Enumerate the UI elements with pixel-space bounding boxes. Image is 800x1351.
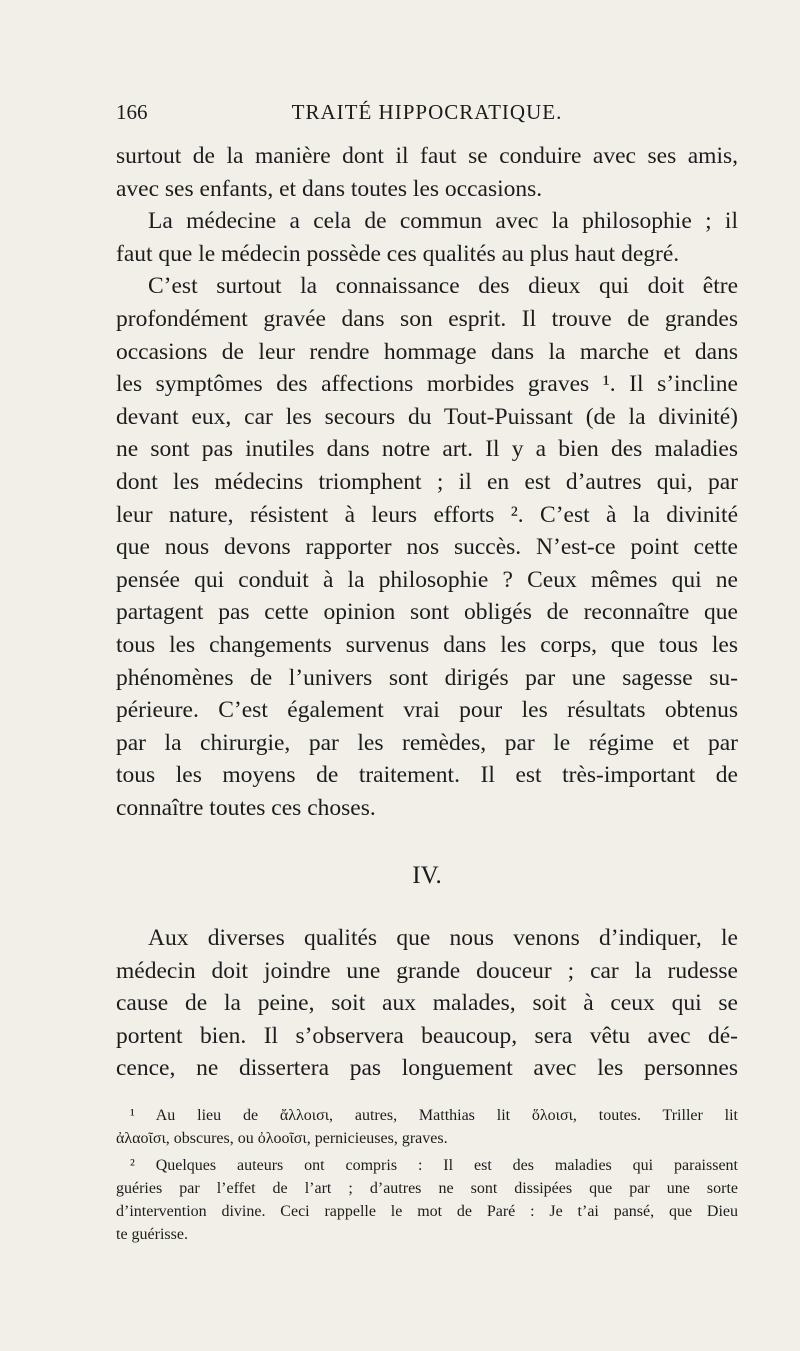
text-line: phénomènes de l’univers sont dirigés par une sagesse su- [116, 664, 738, 691]
footnotes [116, 1104, 738, 1246]
text-line: faut que le médecin possède ces qualités au plus haut degré. [116, 240, 680, 267]
text-line: tous les changements survenus dans les corps, que tous les [116, 631, 738, 658]
text-line: avec ses enfants, et dans toutes les occasions. [116, 175, 543, 202]
text-line: devant eux, car les secours du Tout-Puissant (de la divinité) [116, 403, 738, 430]
text-line: périeure. C’est également vrai pour les résultats obtenus [116, 697, 738, 724]
footnote-line: d’intervention divine. Ceci rappelle le mot de Paré : Je t’ai pansé, que Dieu [116, 1203, 738, 1220]
running-title: TRAITÉ HIPPOCRATIQUE. [291, 100, 563, 124]
text-line: connaître toutes ces choses. [116, 794, 376, 821]
text-line: partagent pas cette opinion sont obligés de reconnaître que [116, 599, 738, 626]
text-line: leur nature, résistent à leurs efforts ². C’est à la divinité [116, 501, 738, 528]
text-line: C’est surtout la connaissance des dieux qui doit être [148, 273, 738, 300]
text-line: pensée qui conduit à la philosophie ? Ceux mêmes qui ne [116, 566, 738, 593]
page-number: 166 [116, 100, 148, 124]
text-line: que nous devons rapporter nos succès. N’est-ce point cette [116, 534, 738, 561]
footnote-line: te guérisse. [116, 1226, 188, 1243]
text-line: médecin doit joindre une grande douceur ; car la rudesse [116, 957, 738, 984]
text-line: par la chirurgie, par les remèdes, par le régime et par [116, 729, 738, 756]
text-line: La médecine a cela de commun avec la philosophie ; il [148, 208, 738, 235]
main-text [116, 140, 738, 824]
section-text [116, 922, 738, 1085]
text-line: ne sont pas inutiles dans notre art. Il y a bien des maladies [116, 436, 738, 463]
text-line: cause de la peine, soit aux malades, soit à ceux qui se [116, 990, 738, 1017]
section-heading: IV. [412, 862, 442, 889]
page-header [116, 100, 738, 130]
text-line: dont les médecins triomphent ; il en est d’autres qui, par [116, 468, 738, 495]
text-line: occasions de leur rendre hommage dans la marche et dans [116, 338, 738, 365]
text-line: portent bien. Il s’observera beaucoup, sera vêtu avec dé- [116, 1022, 738, 1049]
text-line: Aux diverses qualités que nous venons d’indiquer, le [148, 925, 738, 951]
text-line: tous les moyens de traitement. Il est très-important de [116, 762, 738, 789]
footnote-line: guéries par l’effet de l’art ; d’autres ne sont dissipées que par une sorte [116, 1180, 738, 1197]
footnote-line: ἀλαοῖσι, obscures, ou ὀλοοῖσι, pernicieuses, graves. [116, 1130, 448, 1147]
footnote-line: ¹ Au lieu de ἄλλοισι, autres, Matthias lit ὅλοισι, toutes. Triller lit [130, 1107, 738, 1124]
text-line: surtout de la manière dont il faut se conduire avec ses amis, [116, 143, 738, 169]
text-line: les symptômes des affections morbides graves ¹. Il s’incline [116, 371, 738, 398]
footnote-line: ² Quelques auteurs ont compris : Il est des maladies qui paraissent [130, 1157, 738, 1174]
text-line: cence, ne dissertera pas longuement avec les personnes [116, 1055, 738, 1082]
text-line: profondément gravée dans son esprit. Il trouve de grandes [116, 305, 738, 332]
